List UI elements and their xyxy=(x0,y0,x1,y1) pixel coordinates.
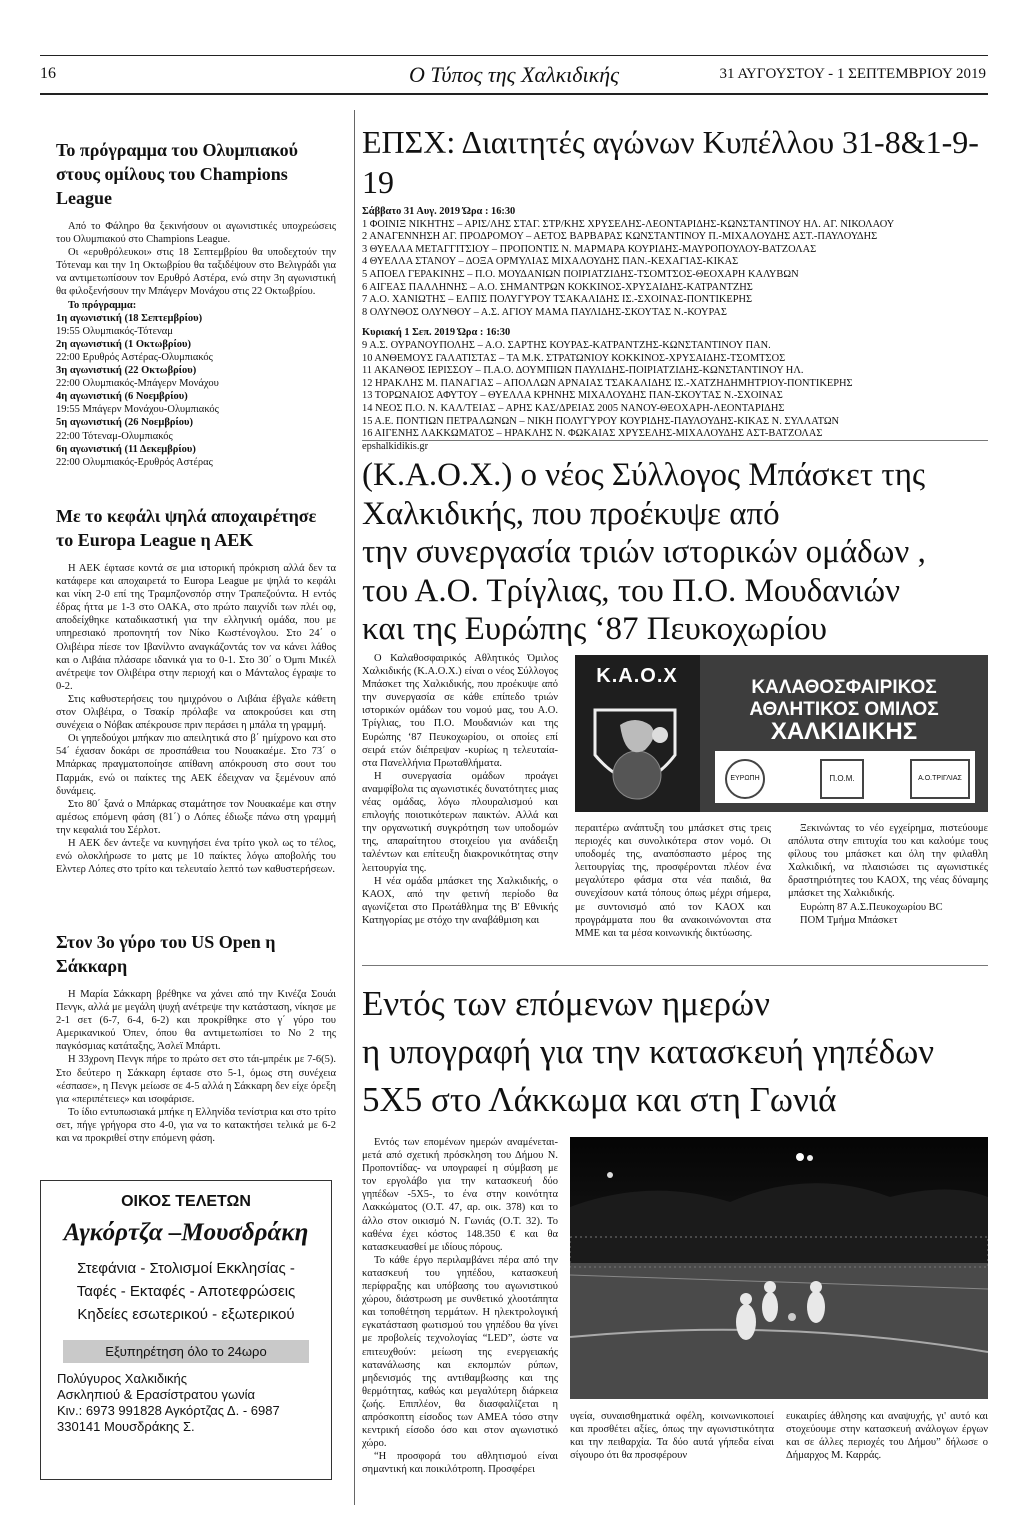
courts-p1: Εντός των επομένων ημερών αναμένεται- μετά από σχετική πρόσκληση του Δήμου Ν. Προποντίδας- να υπογραφεί η σύμβαση με τον εργολάβο για την κατασκευή δύο γηπέδων -5Χ5-, το ένα στην κοινότητα Λακκώματος (Ο.Τ. 47, αρ. οικ. 378) και το άλλο στον οικισμό Ν. Γωνιάς (Ο.Τ. 32). Το καθένα έχει κόστος 148.350 € και θα κατασκευασθεί με ιδίους πόρους. xyxy=(362,1137,558,1253)
kaox-p5: Ξεκινώντας το νέο εγχείρημα, πιστεύουμε απόλυτα στην επιτυχία του και καλούμε τους φίλους του μπάσκετ και όλη την φιλαθλη Χαλκιδική, να πλαισιώσει τις αγωνιστικές δραστηριότητες του ΚΑΟΧ, της νέας δύναμης μπάσκετ της Χαλκιδικής. xyxy=(788,823,988,900)
source-link[interactable]: epshalkidikis.gr xyxy=(362,440,429,452)
schedule-day: Κυριακή 1 Σεπ. 2019 Ώρα : 16:30 xyxy=(362,327,511,339)
aek-p4: Στο 80΄ ξανά ο Μπάρκας σταμάτησε τον Νουακαέμε και στην αμέσως επόμενη φάση (81΄) ο Λόπες έδιωξε πάνω στη γραμμή την κεφαλιά του Σέρλοτ. xyxy=(56,798,336,836)
olympiakos-p2: Οι «ερυθρόλευκοι» στις 18 Σεπτεμβρίου θα υποδεχτούν την Τότεναμ και την 1η Οκτωβρίου θα ταξιδέψουν στο Βελιγράδι για να αντιμετωπίσουν τον Ερυθρό Αστέρα, ενώ στην 3η αγωνιστική θα φιλοξενήσουν την Μπάγερν Μονάχου στις 22 Οκτωβρίου. xyxy=(56,247,336,298)
courts-col2 xyxy=(570,1410,774,1462)
program-match: 22:00 Ερυθρός Αστέρας-Ολυμπιακός xyxy=(56,351,213,363)
schedule-line: 11 ΑΚΑΝΘΟΣ ΙΕΡΙΣΣΟΥ – Π.Α.Ο. ΔΟΥΜΠΙΩΝ ΠΑΥΛΙΔΗΣ-ΠΟΙΡΙΑΤΖΙΔΗΣ-ΚΩΝΣΤΑΝΤΙΝΟΥ ΗΛ. xyxy=(362,365,804,377)
program-round: 5η αγωνιστική (26 Νοεμβρίου) xyxy=(56,417,193,429)
kaox-p4: περαιτέρω ανάπτυξη του μπάσκετ στις τρεις περιοχές και συνολικότερα στον νομό. Οι υποδομές της, αναπόσπαστο μέρος της λειτουργίας της, προσφέρονται πλέον ένα μεγαλύτερο φάσμα στα νέα παιδιά, θα συνεχίσουν κατά τόπους όπως μέχρι σήμερα, με συντονισμό από τον ΚΑΟΧ και προγράμματα που θα ανακοινώνονται στα ΜΜΕ και τα μέσα κοινωνικής δικτύωσης. xyxy=(575,823,771,939)
courts-p3: “Η προσφορά του αθλητισμού είναι σημαντική και ποικιλότροπη. Προσφέρει xyxy=(362,1451,558,1476)
basketball-player-icon xyxy=(575,655,700,812)
schedule-line: 7 Α.Ο. ΧΑΝΙΩΤΗΣ – ΕΛΠΙΣ ΠΟΛΥΓΥΡΟΥ ΤΣΑΚΑΛΙΔΗΣ ΙΣ.-ΣΧΟΙΝΑΣ-ΠΟΝΤΙΚΕΡΗΣ xyxy=(362,294,753,306)
aek-p3: Οι γηπεδούχοι μπήκαν πιο απειλητικά στο β΄ ημίχρονο και στο 54΄ έχασαν δοκάρι σε προσπάθεια του Νουακαέμε. Στο 73΄ ο Μπάρκας πραγματοποίησε απίθανη απόκρουση στο σουτ του Παρμάκ, ενώ οι παίκτες της ΑΕΚ έδειχναν να ξεμένουν από δυνάμεις. xyxy=(56,733,336,797)
sakkari-article xyxy=(56,930,336,1145)
column-divider xyxy=(354,110,355,1505)
program-label: Το πρόγραμμα: xyxy=(68,299,137,311)
program-round: 1η αγωνιστική (18 Σεπτεμβρίου) xyxy=(56,312,203,324)
header-rule xyxy=(40,93,988,95)
ad-address: Πολύγυρος Χαλκιδικής xyxy=(57,1371,187,1386)
schedule-line: 9 Α.Σ. ΟΥΡΑΝΟΥΠΟΛΗΣ – Α.Ο. ΣΑΡΤΗΣ ΚΟΥΡΑΣ-ΚΑΤΡΑΝΤΖΗΣ-ΚΩΝΣΤΑΝΤΙΝΟΥ ΠΑΝ. xyxy=(362,339,771,351)
program-match: 19:55 Ολυμπιακός-Τότεναμ xyxy=(56,325,173,337)
schedule-line: 12 ΗΡΑΚΛΗΣ Μ. ΠΑΝΑΓΙΑΣ – ΑΠΟΛΛΩΝ ΑΡΝΑΙΑΣ ΤΣΑΚΑΛΙΔΗΣ ΙΣ.-ΧΑΤΖΗΔΗΜΗΤΡΙΟΥ-ΠΟΝΤΙΚΕΡΗΣ xyxy=(362,377,853,389)
sakkari-title: Στον 3ο γύρο του US Open η Σάκκαρη xyxy=(56,932,276,976)
courts-p4: υγεία, συναισθηματικά οφέλη, κοινωνικοποιεί και προσθέτει αξίες, όπως την αγωνιστικότητα και την πειθαρχία. Τα δύο αυτά γήπεδα είναι σίγουρο ότι θα προσφέρουν xyxy=(570,1411,774,1462)
courts-col1 xyxy=(362,1136,558,1476)
schedule-day: Σάββατο 31 Αυγ. 2019 Ώρα : 16:30 xyxy=(362,206,516,217)
courts-col3 xyxy=(786,1410,988,1462)
kaox-crest xyxy=(575,655,700,812)
schedule-line: 5 ΑΠΟΕΛ ΓΕΡΑΚΙΝΗΣ – Π.Ο. ΜΟΥΔΑΝΙΩΝ ΠΟΙΡΙΑΤΖΙΔΗΣ-ΤΣΟΜΤΣΟΣ-ΘΕΟΧΑΡΗ ΚΑΛΥΒΩΝ xyxy=(362,268,799,280)
pom-badge: Π.Ο.Μ. xyxy=(820,759,864,799)
kaox-banner-line: ΑΘΛΗΤΙΚΟΣ ΟΜΙΛΟΣ xyxy=(749,699,939,720)
section-divider xyxy=(362,965,988,966)
section-divider xyxy=(362,440,988,441)
schedule-line: 2 ΑΝΑΓΕΝΝΗΣΗ ΑΓ. ΠΡΟΔΡΟΜΟΥ – ΑΕΤΟΣ ΒΑΡΒΑΡΑΣ ΚΩΝΣΤΑΝΤΙΝΟΥ Π.-ΜΙΧΑΛΟΥΔΗΣ ΑΣΤ.-ΠΑΥΛΟΥΔΗΣ xyxy=(362,231,878,243)
olympiakos-p1: Από το Φάληρο θα ξεκινήσουν οι αγωνιστικές υποχρεώσεις του Ολυμπιακού στο Champions League. xyxy=(56,221,336,246)
kaox-banner-line: ΚΑΛΑΘΟΣΦΑΙΡΙΚΟΣ xyxy=(751,677,937,698)
olympiakos-title: Το πρόγραμμα του Ολυμπιακού στους ομίλους του Champions League xyxy=(56,140,298,208)
kaox-headline-line: την συνεργασία τριών ιστορικών ομάδων , xyxy=(362,534,926,570)
sakkari-p3: Το ίδιο εντυπωσιακά μπήκε η Ελληνίδα τενίστρια και στο τρίτο σετ, πήγε γρήγορα στο 4-0, για να το κατακτήσει τελικά με 6-2 και να προκριθεί στην επόμενη φάση. xyxy=(56,1106,336,1145)
ad-phone: Κιν.: 6973 991828 Αγκόρτζας Δ. - 6987 xyxy=(57,1403,280,1418)
schedule-line: 14 ΝΕΟΣ Π.Ο. Ν. ΚΑΛ/ΤΕΙΑΣ – ΑΡΗΣ ΚΑΣ/ΔΡΕΙΑΣ 2005 ΝΑΝΟΥ-ΘΕΟΧΑΡΗ-ΛΕΟΝΤΑΡΙΔΗΣ xyxy=(362,402,785,414)
kaox-headline-line: Χαλκιδικής, που προέκυψε από xyxy=(362,495,780,532)
sakkari-p2: Η 33χρονη Πενγκ πήρε το πρώτο σετ στο τάι-μπρέικ με 7-6(5). Στο δεύτερο η Σάκκαρη έφτασε στο 5-1, όμως στη συνέχεια «έσπασε», η Πενγκ μείωσε σε 4-5 αλλά η Σάκκαρη δεν είχε όρεξη για «περιπέτειες» και ισοφάρισε. xyxy=(56,1054,336,1105)
courts-headline-line: 5Χ5 στο Λάκκωμα και στη Γωνιά xyxy=(362,1080,837,1119)
program-match: 19:55 Μπάγερν Μονάχου-Ολυμπιακός xyxy=(56,404,219,416)
program-match: 22:00 Ολυμπιακός-Ερυθρός Αστέρας xyxy=(56,456,213,468)
funeral-ad xyxy=(40,1180,332,1480)
triglia-badge: Α.Ο.ΤΡΙΓΛΙΑΣ xyxy=(910,759,970,799)
night-court-image xyxy=(570,1137,988,1399)
kaox-banner-line: ΧΑΛΚΙΔΙΚΗΣ xyxy=(770,718,918,745)
program-round: 3η αγωνιστική (22 Οκτωβρίου) xyxy=(56,365,197,377)
schedule-line: 13 ΤΟΡΩΝΑΙΟΣ ΑΦΥΤΟΥ – ΘΥΕΛΛΑ ΚΡΗΝΗΣ ΜΙΧΑΛΟΥΔΗΣ ΠΑΝ-ΣΚΟΥΤΑΣ Ν.-ΣΧΟΙΝΑΣ xyxy=(362,390,783,402)
page-number: 16 xyxy=(40,65,56,82)
kaox-col2 xyxy=(575,822,771,940)
schedule-line: 1 ΦΟΙΝΙΞ ΝΙΚΗΤΗΣ – ΑΡΙΣ/ΛΗΣ ΣΤΑΓ. ΣΤΡ/ΚΗΣ ΧΡΥΣΕΛΗΣ-ΛΕΟΝΤΑΡΙΔΗΣ-ΚΩΝΣΤΑΝΤΙΝΟΥ ΗΛ. ΑΓ. ΝΙΚΟΛΑΟΥ xyxy=(362,218,895,230)
ad-phone: 330141 Μουσδράκης Σ. xyxy=(57,1419,195,1434)
kaox-p3: Η νέα ομάδα μπάσκετ της Χαλκιδικής, ο ΚΑΟΧ, από την φετινή περίοδο θα αγωνίζεται στο Πρωτάθλημα της Β' Εθνικής Κατηγορίας με στόχο την αναβάθμιση και xyxy=(362,875,558,926)
newspaper-title: Ο Τύπος της Χαλκιδικής xyxy=(408,62,620,87)
schedule-line: 16 ΑΙΓΕΝΗΣ ΛΑΚΚΩΜΑΤΟΣ – ΗΡΑΚΛΗΣ Ν. ΦΩΚΑΙΑΣ ΧΡΥΣΕΛΗΣ-ΜΙΧΑΛΟΥΔΗΣ ΑΣΤ-ΒΑΤΖΟΛΑΣ xyxy=(362,428,823,440)
schedule-line: 4 ΘΥΕΛΛΑ ΣΤΑΝΟΥ – ΔΟΞΑ ΟΡΜΥΛΙΑΣ ΜΙΧΑΛΟΥΔΗΣ ΠΑΝ.-ΚΕΧΑΓΙΑΣ-ΚΙΚΑΣ xyxy=(362,256,739,268)
top-rule xyxy=(40,55,988,56)
kaox-headline-line: (Κ.Α.Ο.Χ.) ο νέος Σύλλογος Μπάσκετ της xyxy=(362,457,926,493)
courts-headline-line: Εντός των επόμενων ημερών xyxy=(362,984,770,1023)
football-court-photo xyxy=(570,1137,988,1399)
aek-p1: Η ΑΕΚ έφτασε κοντά σε μια ιστορική πρόκριση αλλά δεν τα κατάφερε και αποχαιρετά το Europa League με ψηλά το κεφάλι και νίκη 2-0 επί της Τραμπζονσπόρ στην Τραπεζούντα. Η εντός έδρας ήττα με 1-3 στο ΟΑΚΑ, στο πρώτο παιχνίδι των πλέι οφ, αποδείχθηκε καταδικαστική για την ελληνική ομάδα, που με υπηρεσιακό προπονητή τον Νίκο Κωστένογλου. Στο 24΄ ο Ολιβέιρα πίεσε τον Ιβανίλντο αναγκάζοντάς τον να κάνει λάθος και ο Λιβάια πλάσαρε ιδανικά για το 0-1. Στο 30΄ ο Όμπι Μικέλ ανέτρεψε τον Ολιβέιρα στην περιοχή και ο Μάνταλος έγραψε το 0-2. xyxy=(56,563,336,692)
ad-service-line: Ταφές - Εκταφές - Αποτεφρώσεις xyxy=(76,1283,296,1300)
courts-headline-line: η υπογραφή για την κατασκευή γηπέδων xyxy=(362,1032,935,1071)
kaox-partner-strip xyxy=(715,751,975,803)
sakkari-p1: Η Μαρία Σάκκαρη βρέθηκε να χάνει από την Κινέζα Σουάι Πενγκ, αλλά με μεγάλη ψυχή ανέτρεψε την κατάσταση, νίκησε με 2-1 σετ (6-7, 6-4, 6-2) και προκρίθηκε στο γ΄ γύρο του Αμερικανικού Όπεν, όπου θα αντιμετωπίσει το Νο 2 της παγκόσμιας κατάταξης, Άσλεϊ Μπάρτι. xyxy=(56,989,336,1053)
program-match: 22:00 Ολυμπιακός-Μπάγερν Μονάχου xyxy=(56,378,219,390)
schedule-line: 15 Α.Ε. ΠΟΝΤΙΩΝ ΠΕΤΡΑΛΩΝΩΝ – ΝΙΚΗ ΠΟΛΥΓΥΡΟΥ ΚΟΥΡΙΔΗΣ-ΠΑΥΛΟΥΔΗΣ-ΚΙΚΑΣ Ν. ΣΥΛΛΑΤΩΝ xyxy=(362,415,840,427)
kaox-p1: Ο Καλαθοσφαιρικός Αθλητικός Όμιλος Χαλκιδικής (Κ.Α.Ο.Χ.) είναι ο νέος Σύλλογος Μπάσκετ της Χαλκιδικής, που προέκυψε από την συνεργασία σε κάθε επίπεδο τριών ιστορικών ομάδων του νομού μας, του Α.Ο. Τρίγλιας, του Π.Ο. Μουδανιών και της Ευρώπης ‘87 Πευκοχωρίου, οι οποίες επί σειρά ετών διέπρεψαν -κυρίως η τελευταία- στα Πανελλήνια Πρωταθλήματα. xyxy=(362,653,558,769)
program-round: 2η αγωνιστική (1 Οκτωβρίου) xyxy=(56,338,191,350)
aek-title: Με το κεφάλι ψηλά αποχαιρέτησε το Europa League η ΑΕΚ xyxy=(56,506,317,550)
schedule-line: 10 ΑΝΘΕΜΟΥΣ ΓΑΛΑΤΙΣΤΑΣ – ΤΑ Μ.Κ. ΣΤΡΑΤΩΝΙΟΥ ΚΟΚΚΙΝΟΣ-ΧΡΥΣΑΙΔΗΣ-ΤΣΟΜΤΣΟΣ xyxy=(362,352,786,364)
kaox-p2: Η συνεργασία ομάδων προάγει αναμφίβολα τις αγωνιστικές δυνατότητες μιας νέας ομάδας, λόγω πλουραλισμού και επιλογής ποιοτικότερων παικτών. Αλλά και την οργανωτική συγκρότηση των υποδομών της, απαραίτητου στοιχείου για ανάδειξη ταλέντων και επίτευξη διακρονικότητας στην λειτουργία της. xyxy=(362,770,558,874)
ad-business-name: Αγκόρτζα –Μουσδράκη xyxy=(63,1219,309,1246)
kaox-logo-banner xyxy=(575,655,988,812)
schedule-line: 8 ΟΛΥΝΘΟΣ ΟΛΥΝΘΟΥ – Α.Σ. ΑΓΙΟΥ ΜΑΜΑ ΠΑΥΛΙΔΗΣ-ΣΚΟΥΤΑΣ Ν.-ΚΟΥΡΑΣ xyxy=(362,306,727,318)
program-round: 6η αγωνιστική (11 Δεκεμβρίου) xyxy=(56,443,196,455)
ad-title: ΟΙΚΟΣ ΤΕΛΕΤΩΝ xyxy=(121,1193,251,1210)
kaox-signature: ΠΟΜ Τμήμα Μπάσκετ xyxy=(800,914,898,926)
kaox-col3 xyxy=(788,822,988,927)
kaox-headline-line: του Α.Ο. Τρίγλιας, του Π.Ο. Μουδανιών xyxy=(362,572,900,609)
kaox-col1 xyxy=(362,652,558,927)
ad-service-line: Κηδείες εσωτερικού - εξωτερικού xyxy=(77,1306,295,1323)
program-match: 22:00 Τότεναμ-Ολυμπιακός xyxy=(56,430,173,442)
aek-p5: Η ΑΕΚ δεν άντεξε να κυνηγήσει ένα τρίτο γκολ ως το τέλος, ενώ ολοκλήρωσε το ματς με 10 παίκτες λόγω αποβολής του Ελντερ Λόπες στο τρίτο και τελευταίο λεπτό των καθυστερήσεων. xyxy=(56,837,336,876)
courts-headline xyxy=(362,980,988,1124)
schedule-line: 6 ΑΙΓΕΑΣ ΠΑΛΛΗΝΗΣ – Α.Ο. ΣΗΜΑΝΤΡΩΝ ΚΟΚΚΙΝΟΣ-ΧΡΥΣΑΙΔΗΣ-ΚΑΤΡΑΝΤΖΗΣ xyxy=(362,281,753,293)
ad-address: Ασκληπιού & Ερασίστρατου γωνία xyxy=(57,1387,256,1402)
kaox-logo-text: Κ.Α.Ο.Χ xyxy=(596,665,678,687)
europi-badge: ΕΥΡΩΠΗ xyxy=(725,759,765,799)
courts-p2: Το κάθε έργο περιλαμβάνει πέρα από την κατασκευή του γηπέδου, κατασκευή περίφραξης και υπόβασης του αγωνιστικού χώρου, διάστρωση με συνθετικό χλοοτάπητα και τοποθέτηση τερμάτων. Η ηλεκτρολογική εγκατάσταση φωτισμού του γηπέδου θα γίνει με προβολείς τεχνολογίας “LED”, ώστε να επιτευχθούν: μείωση της ενεργειακής κατανάλωσης και εκπομπών ρύπων, μηδενισμός της αντιθαμβωσης και της θερμότητας, καθώς και μεγαλύτερη διάρκεια ζωής. Επιπλέον, θα διασφαλίζεται η απρόσκοπτη είσοδος των ΑΜΕΑ τόσο στην κεντρική είσοδο όσο και στον αγωνιστικό χώρο. xyxy=(362,1254,558,1450)
program-round: 4η αγωνιστική (6 Νοεμβρίου) xyxy=(56,391,188,403)
ad-service-hours: Εξυπηρέτηση όλο το 24ωρο xyxy=(63,1340,309,1363)
epsx-title: ΕΠΣΧ: Διαιτητές αγώνων Κυπέλλου 31-8&1-9-19 xyxy=(362,124,979,200)
schedule-line: 3 ΘΥΕΛΛΑ ΜΕΤΑΓΓΙΤΣΙΟΥ – ΠΡΟΠΟΝΤΙΣ Ν. ΜΑΡΜΑΡΑ ΚΟΥΡΙΔΗΣ-ΜΑΥΡΟΠΟΥΛΟΥ-ΒΑΤΖΟΛΑΣ xyxy=(362,243,817,255)
aek-article xyxy=(56,504,336,876)
courts-p5: ευκαιρίες άθλησης και αναψυχής, γι' αυτό και στοχεύουμε στην κατασκευή ανάλογων έργων και σε άλλες περιοχές του Δήμου” δήλωσε ο Δήμαρχος Μ. Καρράς. xyxy=(786,1411,988,1462)
olympiakos-article xyxy=(56,138,336,469)
aek-p2: Στις καθυστερήσεις του ημιχρόνου ο Λιβάια έβγαλε κάθετη στον Ολιβέιρα, ο Τσακίρ πρόλαβε να αποκρούσει και στη συνέχεια ο Νόβακ απέκρουσε πριν περάσει η μπάλα τη γραμμή. xyxy=(56,693,336,732)
kaox-signature: Ευρώπη 87 Α.Σ.Πευκοχωρίου ΒC xyxy=(800,901,943,913)
ad-service-line: Στεφάνια - Στολισμοί Εκκλησίας - xyxy=(77,1260,295,1277)
issue-date: 31 ΑΥΓΟΥΣΤΟΥ - 1 ΣΕΠΤΕΜΒΡΙΟΥ 2019 xyxy=(719,66,986,82)
kaox-headline xyxy=(362,456,988,649)
epsx-article xyxy=(362,122,988,453)
kaox-headline-line: και της Ευρώπης ‘87 Πευκοχωρίου xyxy=(362,611,828,647)
